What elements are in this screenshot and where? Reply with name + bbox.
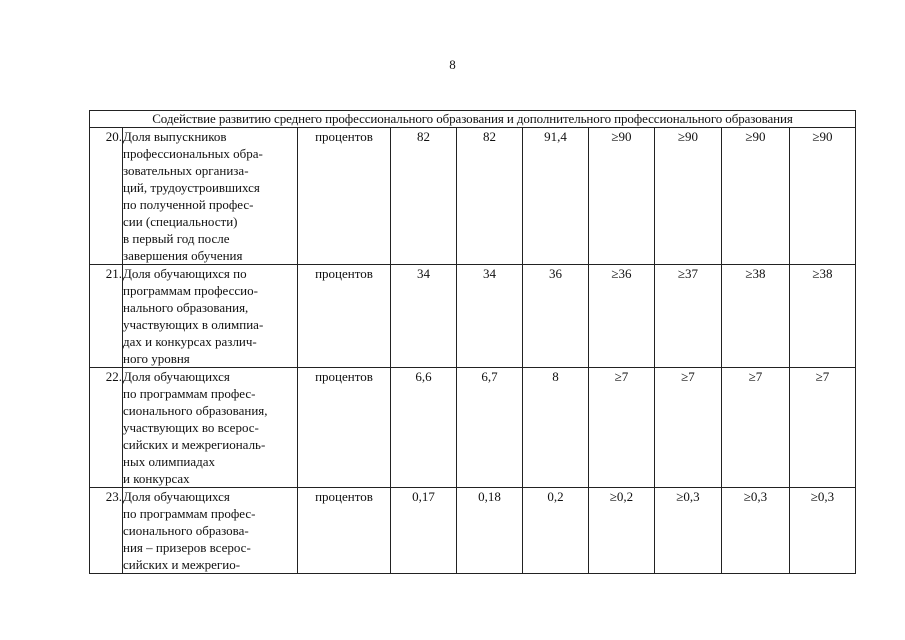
value-cell: ≥36 xyxy=(589,265,655,368)
value-cell: 82 xyxy=(457,128,523,265)
section-title: Содействие развитию среднего профессионального образования и дополнительного профессионального образования xyxy=(90,111,856,128)
value-cell: ≥38 xyxy=(722,265,790,368)
description-line: Доля обучающихся xyxy=(123,489,230,504)
description-line: по программам профес- xyxy=(123,386,256,401)
value-cell: 6,7 xyxy=(457,368,523,488)
description-line: профессиональных обра- xyxy=(123,146,263,161)
value-cell: 0,18 xyxy=(457,488,523,574)
description-line: нального образования, xyxy=(123,300,249,315)
description-line: сионального образования, xyxy=(123,403,268,418)
row-number: 21. xyxy=(90,265,123,368)
value-cell: ≥7 xyxy=(790,368,856,488)
value-cell: ≥7 xyxy=(589,368,655,488)
description-line: Доля обучающихся xyxy=(123,369,230,384)
value-cell: 91,4 xyxy=(523,128,589,265)
indicator-description xyxy=(123,128,298,265)
description-line: по полученной профес- xyxy=(123,197,254,212)
value-cell: ≥38 xyxy=(790,265,856,368)
description-line: участвующих в олимпиа- xyxy=(123,317,264,332)
description-line: ния – призеров всерос- xyxy=(123,540,251,555)
table-row xyxy=(90,488,856,574)
value-cell: ≥90 xyxy=(655,128,722,265)
description-line: Доля выпускников xyxy=(123,129,227,144)
table-row xyxy=(90,368,856,488)
value-cell: 0,2 xyxy=(523,488,589,574)
row-number: 23. xyxy=(90,488,123,574)
value-cell: 8 xyxy=(523,368,589,488)
indicator-description xyxy=(123,265,298,368)
description-line: сии (специальности) xyxy=(123,214,238,229)
value-cell: 6,6 xyxy=(391,368,457,488)
description-line: дах и конкурсах различ- xyxy=(123,334,257,349)
unit-cell: процентов xyxy=(298,265,391,368)
value-cell: ≥0,3 xyxy=(790,488,856,574)
row-number: 22. xyxy=(90,368,123,488)
value-cell: ≥90 xyxy=(722,128,790,265)
value-cell: ≥37 xyxy=(655,265,722,368)
value-cell: 34 xyxy=(457,265,523,368)
description-line: сийских и межрегио- xyxy=(123,557,241,572)
table-row xyxy=(90,265,856,368)
description-line: завершения обучения xyxy=(123,248,243,263)
unit-cell: процентов xyxy=(298,488,391,574)
description-line: программам профессио- xyxy=(123,283,258,298)
description-line: участвующих во всерос- xyxy=(123,420,259,435)
description-line: зовательных организа- xyxy=(123,163,249,178)
description-line: по программам профес- xyxy=(123,506,256,521)
table-row xyxy=(90,128,856,265)
indicator-description xyxy=(123,368,298,488)
unit-cell: процентов xyxy=(298,368,391,488)
value-cell: ≥90 xyxy=(589,128,655,265)
description-line: и конкурсах xyxy=(123,471,190,486)
description-line: ных олимпиадах xyxy=(123,454,216,469)
page-number: 8 xyxy=(449,57,456,72)
row-number: 20. xyxy=(90,128,123,265)
value-cell: 36 xyxy=(523,265,589,368)
description-line: ций, трудоустроившихся xyxy=(123,180,260,195)
description-line: ного уровня xyxy=(123,351,190,366)
indicator-description xyxy=(123,488,298,574)
description-line: сийских и межрегиональ- xyxy=(123,437,266,452)
section-header-row xyxy=(90,111,856,128)
description-line: сионального образова- xyxy=(123,523,249,538)
value-cell: 82 xyxy=(391,128,457,265)
description-line: в первый год после xyxy=(123,231,230,246)
value-cell: ≥0,3 xyxy=(722,488,790,574)
value-cell: ≥0,2 xyxy=(589,488,655,574)
indicators-table xyxy=(89,110,856,574)
value-cell: ≥7 xyxy=(722,368,790,488)
value-cell: ≥7 xyxy=(655,368,722,488)
value-cell: 0,17 xyxy=(391,488,457,574)
value-cell: ≥0,3 xyxy=(655,488,722,574)
value-cell: ≥90 xyxy=(790,128,856,265)
value-cell: 34 xyxy=(391,265,457,368)
description-line: Доля обучающихся по xyxy=(123,266,247,281)
unit-cell: процентов xyxy=(298,128,391,265)
